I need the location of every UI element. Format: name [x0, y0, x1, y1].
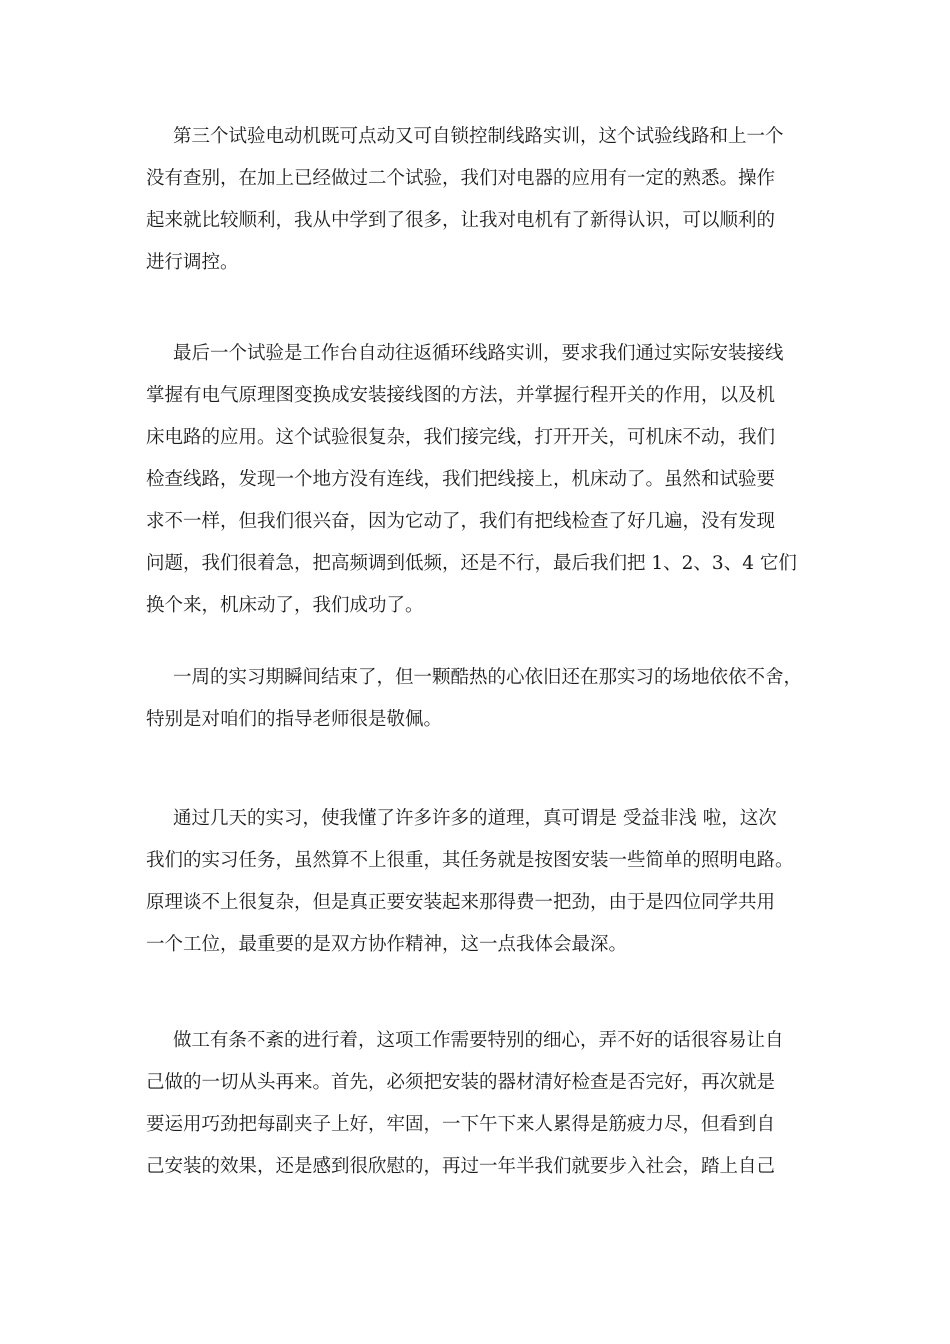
text-line: 特别是对咱们的指导老师很是敬佩。	[146, 709, 443, 730]
text-line: 检查线路，发现一个地方没有连线，我们把线接上，机床动了。虽然和试验要	[146, 469, 776, 490]
text-line: 通过几天的实习，使我懂了许多许多的道理，真可谓是 受益非浅 啦，这次	[173, 808, 777, 829]
text-line: 掌握有电气原理图变换成安装接线图的方法，并掌握行程开关的作用，以及机	[146, 385, 776, 406]
text-line: 己做的一切从头再来。首先，必须把安装的器材清好检查是否完好，再次就是	[146, 1072, 776, 1093]
text-line: 最后一个试验是工作台自动往返循环线路实训，要求我们通过实际安装接线	[173, 343, 784, 364]
text-line: 一个工位，最重要的是双方协作精神，这一点我体会最深。	[146, 934, 628, 955]
text-line: 进行调控。	[146, 252, 239, 273]
text-line: 我们的实习任务，虽然算不上很重，其任务就是按图安装一些简单的照明电路。	[146, 850, 794, 871]
text-line: 床电路的应用。这个试验很复杂，我们接完线，打开开关，可机床不动，我们	[146, 427, 776, 448]
text-line: 问题，我们很着急，把高频调到低频，还是不行，最后我们把 1、2、3、4 它们	[146, 553, 797, 574]
text-line: 做工有条不紊的进行着，这项工作需要特别的细心，弄不好的话很容易让自	[173, 1030, 784, 1051]
paragraph-internship-lessons	[146, 798, 816, 966]
text-line: 换个来，机床动了，我们成功了。	[146, 595, 424, 616]
text-line: 第三个试验电动机既可点动又可自锁控制线路实训，这个试验线路和上一个	[173, 126, 784, 147]
text-line: 没有查别，在加上已经做过二个试验，我们对电器的应用有一定的熟悉。操作	[146, 168, 776, 189]
paragraph-work-process	[146, 1020, 816, 1188]
text-line: 原理谈不上很复杂，但是真正要安装起来那得费一把劲，由于是四位同学共用	[146, 892, 776, 913]
paragraph-week-ended	[146, 657, 816, 741]
paragraph-third-experiment	[146, 116, 816, 284]
text-line: 要运用巧劲把每副夹子上好，牢固，一下午下来人累得是筋疲力尽，但看到自	[146, 1114, 776, 1135]
text-line: 起来就比较顺利，我从中学到了很多，让我对电机有了新得认识，可以顺利的	[146, 210, 776, 231]
text-line: 一周的实习期瞬间结束了，但一颗酷热的心依旧还在那实习的场地依依不舍，	[173, 667, 803, 688]
paragraph-last-experiment	[146, 333, 816, 627]
text-line: 求不一样，但我们很兴奋，因为它动了，我们有把线检查了好几遍，没有发现	[146, 511, 776, 532]
text-line: 己安装的效果，还是感到很欣慰的，再过一年半我们就要步入社会，踏上自己	[146, 1156, 776, 1177]
